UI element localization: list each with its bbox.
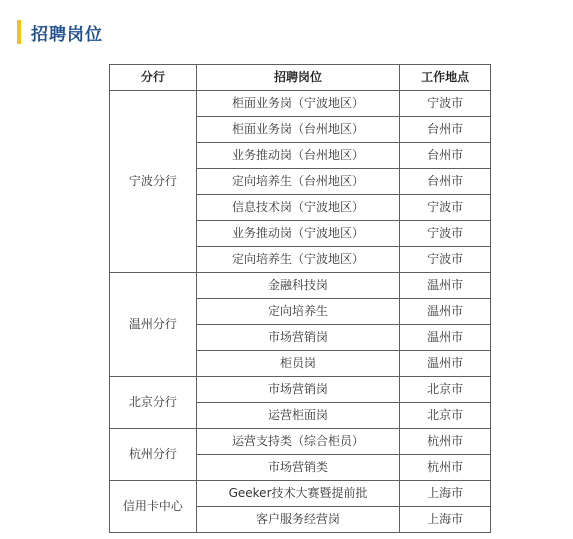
location-cell: 台州市 <box>400 117 491 143</box>
position-cell: 市场营销类 <box>196 455 400 481</box>
header-position: 招聘岗位 <box>196 65 400 91</box>
position-cell: 信息技术岗（宁波地区） <box>196 195 400 221</box>
location-cell: 杭州市 <box>400 455 491 481</box>
recruitment-table <box>109 64 491 533</box>
table-header-row <box>110 65 491 91</box>
position-cell: 市场营销岗 <box>196 377 400 403</box>
position-cell: Geeker技术大赛暨提前批 <box>196 481 400 507</box>
location-cell: 宁波市 <box>400 91 491 117</box>
location-cell: 温州市 <box>400 351 491 377</box>
position-cell: 业务推动岗（台州地区） <box>196 143 400 169</box>
location-cell: 宁波市 <box>400 195 491 221</box>
position-cell: 运营柜面岗 <box>196 403 400 429</box>
table-row <box>110 377 491 403</box>
table-body <box>110 91 491 533</box>
position-cell: 柜面业务岗（台州地区） <box>196 117 400 143</box>
table-row <box>110 273 491 299</box>
position-cell: 客户服务经营岗 <box>196 507 400 533</box>
accent-bar <box>17 20 21 44</box>
header-location: 工作地点 <box>400 65 491 91</box>
location-cell: 温州市 <box>400 299 491 325</box>
branch-cell: 北京分行 <box>110 377 197 429</box>
location-cell: 台州市 <box>400 143 491 169</box>
location-cell: 宁波市 <box>400 221 491 247</box>
location-cell: 杭州市 <box>400 429 491 455</box>
location-cell: 上海市 <box>400 481 491 507</box>
branch-cell: 温州分行 <box>110 273 197 377</box>
header-branch: 分行 <box>110 65 197 91</box>
section-title: 招聘岗位 <box>31 24 103 45</box>
position-cell: 金融科技岗 <box>196 273 400 299</box>
position-cell: 柜员岗 <box>196 351 400 377</box>
location-cell: 温州市 <box>400 273 491 299</box>
location-cell: 温州市 <box>400 325 491 351</box>
position-cell: 定向培养生（宁波地区） <box>196 247 400 273</box>
branch-cell: 杭州分行 <box>110 429 197 481</box>
location-cell: 宁波市 <box>400 247 491 273</box>
section-header <box>17 20 103 44</box>
location-cell: 北京市 <box>400 403 491 429</box>
table-row <box>110 91 491 117</box>
location-cell: 台州市 <box>400 169 491 195</box>
position-cell: 市场营销岗 <box>196 325 400 351</box>
branch-cell: 宁波分行 <box>110 91 197 273</box>
table-row <box>110 429 491 455</box>
position-cell: 定向培养生（台州地区） <box>196 169 400 195</box>
branch-cell: 信用卡中心 <box>110 481 197 533</box>
table-row <box>110 481 491 507</box>
position-cell: 业务推动岗（宁波地区） <box>196 221 400 247</box>
location-cell: 北京市 <box>400 377 491 403</box>
position-cell: 定向培养生 <box>196 299 400 325</box>
position-cell: 柜面业务岗（宁波地区） <box>196 91 400 117</box>
location-cell: 上海市 <box>400 507 491 533</box>
position-cell: 运营支持类（综合柜员） <box>196 429 400 455</box>
